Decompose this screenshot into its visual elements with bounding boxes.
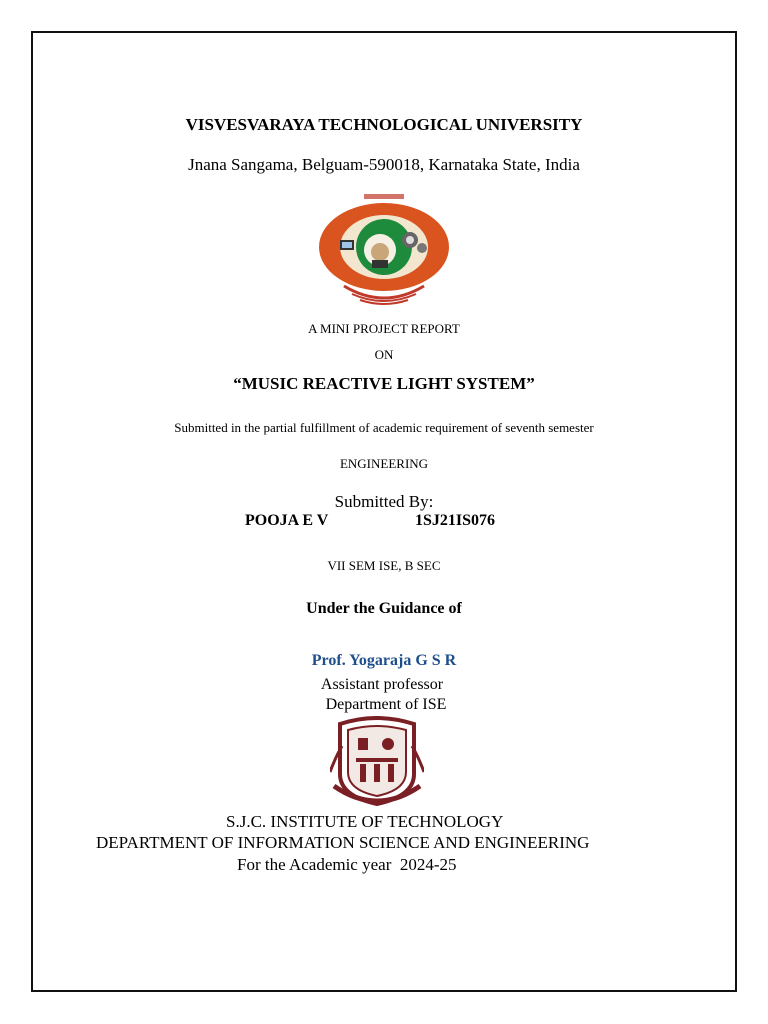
academic-year: For the Academic year 2024-25	[237, 855, 457, 874]
vtu-emblem-icon	[314, 190, 454, 308]
institute-name: S.J.C. INSTITUTE OF TECHNOLOGY	[226, 812, 504, 831]
guidance-label: Under the Guidance of	[306, 600, 462, 617]
project-title: “MUSIC REACTIVE LIGHT SYSTEM”	[233, 374, 535, 393]
department-name: DEPARTMENT OF INFORMATION SCIENCE AND ENGINEERING	[96, 833, 590, 852]
guide-designation: Assistant professor	[320, 676, 444, 693]
submission-statement: Submitted in the partial fulfillment of academic requirement of seventh semester	[174, 420, 594, 435]
semester-section: VII SEM ISE, B SEC	[327, 558, 441, 573]
student-name: POOJA E V	[245, 512, 329, 529]
submitted-by-label: Submitted By:	[334, 492, 434, 511]
sjcit-crest-icon	[330, 716, 424, 812]
university-name: VISVESVARAYA TECHNOLOGICAL UNIVERSITY	[185, 115, 583, 134]
report-on: ON	[374, 347, 394, 362]
guide-name: Prof. Yogaraja G S R	[311, 652, 457, 669]
report-type: A MINI PROJECT REPORT	[308, 321, 460, 336]
student-usn: 1SJ21IS076	[415, 512, 496, 529]
guide-department: Department of ISE	[325, 696, 447, 713]
university-address: Jnana Sangama, Belguam-590018, Karnataka State, India	[188, 155, 580, 174]
stream-label: ENGINEERING	[339, 456, 429, 471]
